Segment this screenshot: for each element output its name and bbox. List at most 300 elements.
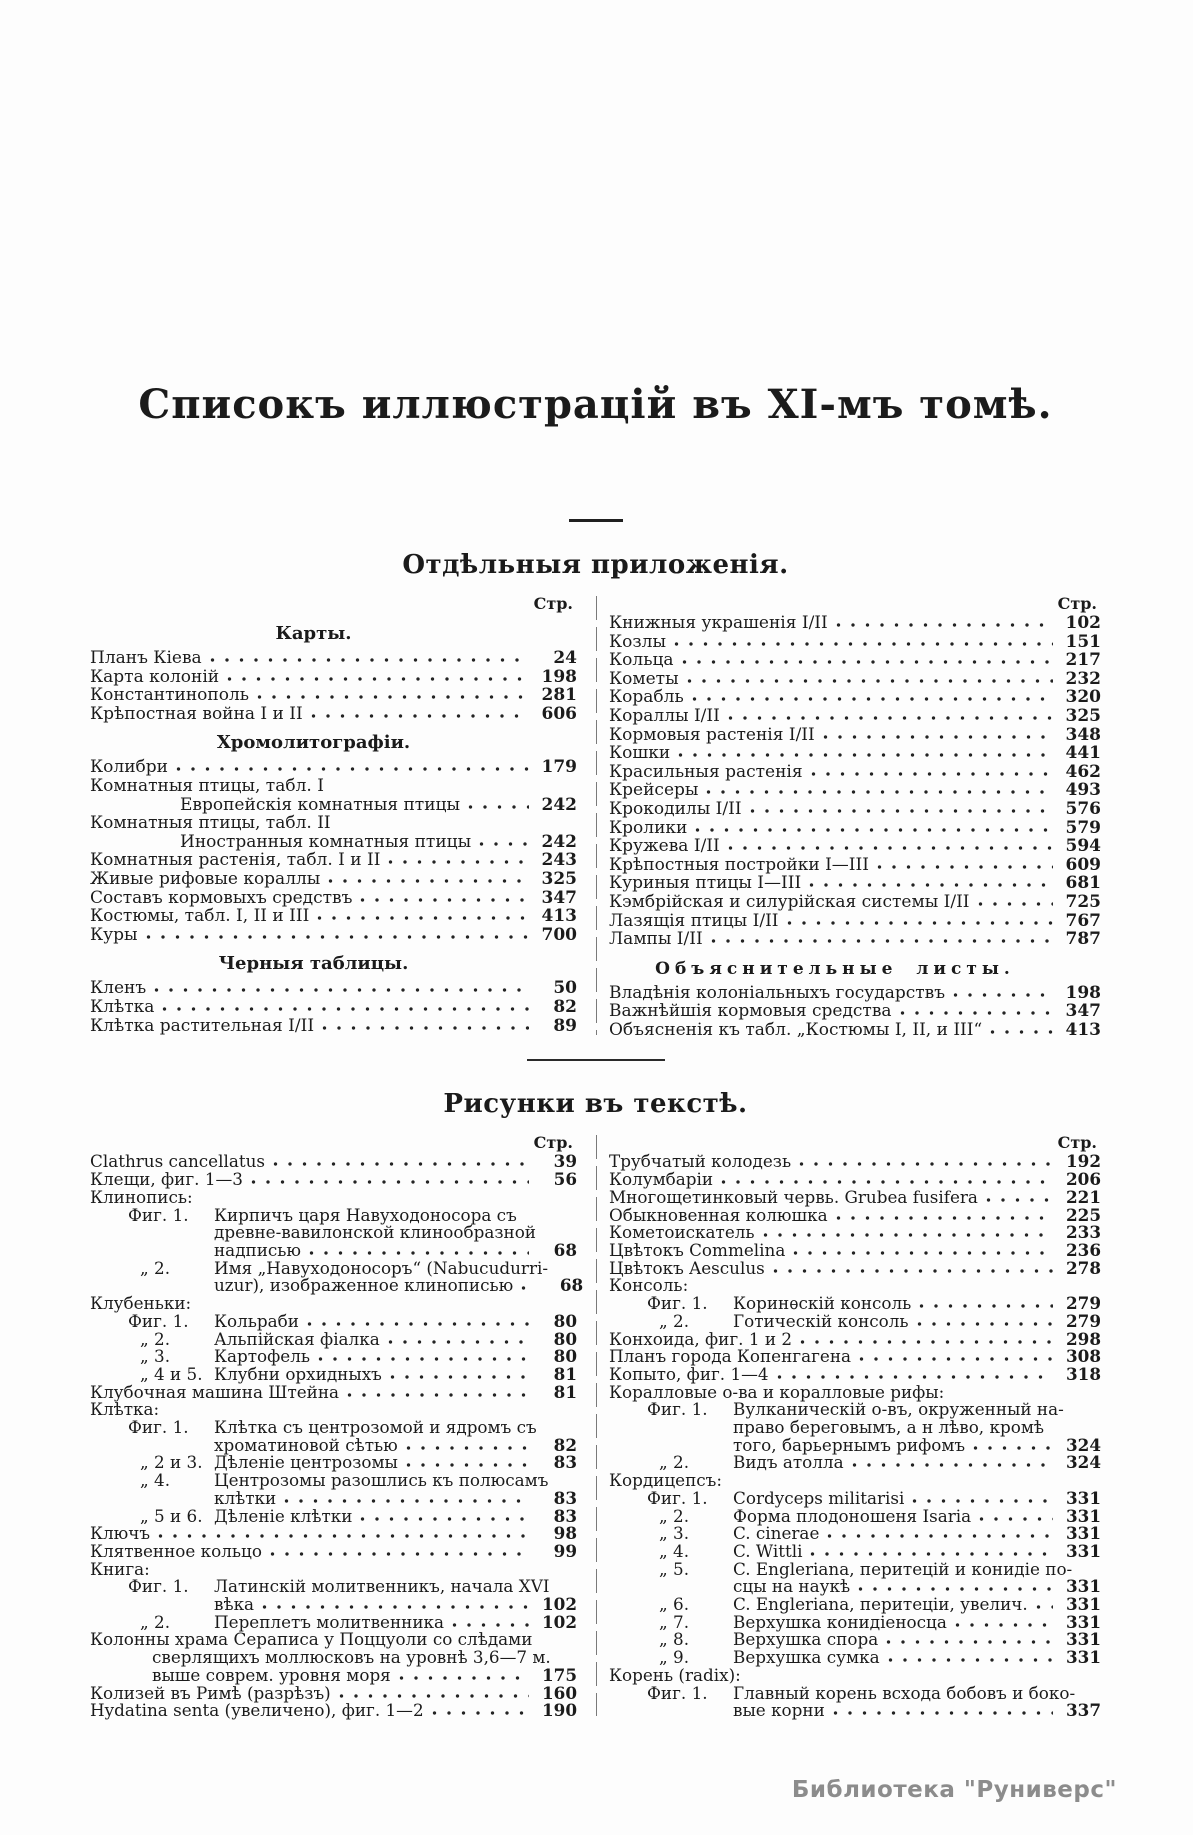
entry-title: Латинскій молитвенникъ, начала XVI [214,1576,550,1597]
page-number: 579 [1065,817,1101,838]
index-row [609,1021,1101,1040]
page-number: 98 [553,1523,577,1544]
dot-leader [406,1439,529,1451]
page-number: 413 [541,906,577,927]
dot-leader [270,1545,529,1557]
page-number: 325 [541,868,577,889]
index-row [90,907,577,926]
dot-leader [986,1191,1053,1203]
entry-title: Обыкновенная колюшка [609,1204,828,1225]
figure-label: „ 2. [659,1452,690,1473]
figure-label: „ 2. [140,1328,171,1349]
entry-title: Дѣленіе клѣтки [214,1505,353,1526]
page-column-header: Стр. [1057,1133,1097,1153]
entry-title: Важнѣйшія кормовыя средства [609,1001,892,1022]
page-number: 242 [541,831,577,852]
dot-leader [406,1456,529,1468]
entry-title: Клубеньки: [90,1293,192,1314]
dot-leader [695,821,1053,833]
entry-title: Клѣтка съ центрозомой и ядромъ съ [214,1417,537,1438]
figure-label: Фиг. 1. [128,1576,189,1597]
page-number: 320 [1065,687,1101,708]
dot-leader [1036,1598,1053,1610]
entry-title: Крейсеры [609,780,699,801]
entry-title: Коринѳскій консоль [733,1293,912,1314]
page-number: 179 [541,757,577,778]
page-number: 318 [1065,1363,1101,1384]
entry-title: Колибри [90,757,168,778]
page-number: 331 [1065,1523,1101,1544]
dot-leader [979,1510,1053,1522]
figure-label: „ 2 и 3. [140,1452,203,1473]
entry-title: древне-вавилонской клинообразной [214,1222,536,1243]
page-number: 279 [1065,1310,1101,1331]
dot-leader [858,1580,1053,1592]
entry-title: Колонны храма Сераписа у Поццуоли со слѣдами [90,1629,533,1650]
index-row [90,1381,577,1402]
subsection-heading: Объяснительные листы. [655,958,1015,979]
entry-title: Клѣтка [90,996,155,1017]
figure-label: Фиг. 1. [647,1487,708,1508]
page-number: 83 [553,1452,577,1473]
index-row [609,1363,1101,1384]
dot-leader [176,760,529,772]
entry-title: Верхушка спора [733,1629,879,1650]
dot-leader [978,895,1053,907]
index-row [609,1002,1101,1021]
index-row [609,984,1101,1003]
entry-title: uzur), изображенное клинописью [214,1275,514,1296]
page-number: 347 [541,887,577,908]
dot-leader [309,1244,529,1256]
dot-leader [809,876,1053,888]
index-row [90,668,577,687]
dot-leader [800,1333,1053,1345]
dot-leader [307,1315,529,1327]
page-number: 493 [1065,780,1101,801]
dot-leader [900,1004,1053,1016]
entry-title: C. Engleriana, перитеціи, увелич. [733,1594,1028,1615]
dot-leader [390,1368,529,1380]
dot-leader [262,1598,529,1610]
section-heading: Рисунки въ текстѣ. [443,1089,748,1120]
index-row [609,633,1101,652]
dot-leader [721,1173,1053,1185]
dot-leader [468,798,529,810]
page-number: 217 [1065,650,1101,671]
library-watermark: Библиотека "Руниверс" [791,1777,1117,1803]
dot-leader [227,670,529,682]
dot-leader [763,1226,1053,1238]
dot-leader [388,1333,529,1345]
entry-title: Кормовыя растенія I/II [609,724,815,745]
figure-label: „ 2. [140,1611,171,1632]
page-number: 331 [1065,1487,1101,1508]
index-row [609,688,1101,707]
entry-title: Карта колоній [90,666,220,687]
entry-title: Иностранныя комнатныя птицы [180,831,472,852]
dot-leader [955,1616,1053,1628]
entry-title: Книга: [90,1558,150,1579]
dot-leader [859,1350,1053,1362]
index-row [609,614,1101,633]
index-row [609,707,1101,726]
index-row [90,1186,577,1207]
page-number: 102 [541,1611,577,1632]
entry-title: Кордицепсъ: [609,1470,722,1491]
dot-leader [773,1262,1053,1274]
dot-leader [833,1704,1053,1716]
figure-label: „ 2. [659,1505,690,1526]
dot-leader [836,1209,1053,1221]
entry-title: Лампы I/II [609,929,703,950]
page-number: 278 [1065,1257,1101,1278]
page-number: 232 [1065,668,1101,689]
index-row [609,1682,1101,1703]
page-column-header: Стр. [533,1133,573,1153]
index-row [609,1664,1101,1685]
dot-leader [521,1279,535,1291]
entry-title: Верхушка конидіеносца [733,1611,947,1632]
page-number: 82 [553,1434,577,1455]
dot-leader [162,1000,529,1012]
page-number: 331 [1065,1540,1101,1561]
entry-title: Колумбаріи [609,1169,714,1190]
entry-title: Кометоискатель [609,1222,755,1243]
entry-title: Живые рифовые кораллы [90,868,321,889]
index-row [90,1487,577,1508]
entry-title: Переплетъ молитвенника [214,1611,445,1632]
dot-leader [953,986,1053,998]
page-number: 151 [1065,631,1101,652]
page-number: 324 [1065,1452,1101,1473]
index-row [609,1186,1101,1207]
page-number: 325 [1065,705,1101,726]
index-row [90,758,577,777]
entry-title: C. Wittli [733,1540,803,1561]
index-row [90,979,577,998]
entry-title: Кораллы I/II [609,705,720,726]
figure-label: Фиг. 1. [128,1417,189,1438]
page-number: 348 [1065,724,1101,745]
dot-leader [273,1155,529,1167]
page-number: 81 [553,1381,577,1402]
page-number: 83 [553,1487,577,1508]
figure-label: „ 4. [140,1470,171,1491]
page-number: 767 [1065,910,1101,931]
index-row [90,851,577,870]
index-row [609,930,1101,949]
page-number: 279 [1065,1293,1101,1314]
page-number: 102 [1065,613,1101,633]
dot-leader [793,1244,1053,1256]
page-number: 281 [541,685,577,706]
index-row [90,1540,577,1561]
two-column-index [90,1133,1101,1720]
dot-leader [973,1439,1053,1451]
entry-title: Кружева I/II [609,836,720,857]
page-column-header: Стр. [1057,594,1097,613]
figure-label: „ 8. [659,1629,690,1650]
page-number: 82 [553,996,577,1017]
index-row [609,781,1101,800]
dot-leader [452,1616,529,1628]
entry-title: Кольца [609,650,674,671]
entry-title: надписью [214,1239,302,1260]
entry-title: Клѣтка: [90,1399,160,1420]
entry-title: Кирпичъ царя Навуходоносора съ [214,1204,517,1225]
figure-label: „ 7. [659,1611,690,1632]
entry-title: Куриныя птицы I—III [609,873,802,894]
dot-leader [311,707,529,719]
entry-title: Главный корень всхода бобовъ и боко- [733,1682,1076,1703]
dot-leader [687,672,1053,684]
page-number: 175 [541,1664,577,1685]
page-number: 331 [1065,1647,1101,1668]
dot-leader [158,1527,529,1539]
index-row [90,705,577,724]
entry-title: вые корни [733,1700,825,1721]
entry-title: Корабль [609,687,684,708]
entry-title: Книжныя украшенія I/II [609,613,828,633]
entry-title: Клинопись: [90,1186,193,1207]
section-heading: Отдѣльныя приложенія. [402,550,789,580]
index-row [609,726,1101,745]
figure-label: Фиг. 1. [647,1293,708,1314]
dot-leader [432,1704,529,1716]
entry-title: сцы на наукѣ [733,1576,851,1597]
page-number: 243 [541,850,577,871]
entry-title: Кролики [609,817,688,838]
column-divider-rule [596,596,598,1035]
figure-label: „ 4 и 5. [140,1363,203,1384]
entry-title: Картофель [214,1346,310,1367]
illustration-index [90,550,1101,1720]
page-number: 81 [553,1363,577,1384]
page-number: 787 [1065,929,1101,950]
dot-leader [154,981,529,993]
page-number: 331 [1065,1594,1101,1615]
entry-title: Готическій консоль [733,1310,909,1331]
dot-leader [836,616,1053,628]
dot-leader [678,746,1053,758]
entry-title: Цвѣтокъ Commelina [609,1239,786,1260]
page-number: 331 [1065,1505,1101,1526]
page-column-header: Стр. [533,594,573,613]
page-number: 99 [553,1540,577,1561]
index-row [609,1310,1101,1331]
index-row [609,1487,1101,1508]
figure-label: „ 2. [659,1310,690,1331]
figure-label: „ 6. [659,1594,690,1615]
dot-leader [682,653,1053,665]
dot-leader [728,709,1053,721]
dot-leader [912,1492,1053,1504]
index-row [90,1664,577,1685]
dot-leader [917,1315,1053,1327]
dot-leader [877,858,1053,870]
dot-leader [888,1651,1053,1663]
page-number: 331 [1065,1629,1101,1650]
dot-leader [347,1386,529,1398]
page-number: 606 [541,703,577,724]
index-row [609,837,1101,856]
entry-title: Hydatina senta (увеличено), фиг. 1—2 [90,1700,424,1721]
page-number: 700 [541,924,577,945]
page-number: 681 [1065,873,1101,894]
page-number: 298 [1065,1328,1101,1349]
right-column [609,594,1101,1039]
page-number: 609 [1065,854,1101,875]
entry-title: Владѣнія колоніальныхъ государствъ [609,982,946,1003]
index-row [609,1540,1101,1561]
entry-title: Кошки [609,743,671,764]
entry-title: Цвѣтокъ Aesculus [609,1257,765,1278]
title-divider-rule [569,519,623,522]
dot-leader [479,835,529,847]
entry-title: право береговымъ, а н лѣво, кромѣ [733,1417,1044,1438]
dot-leader [399,1669,529,1681]
entry-title: выше соврем. уровня моря [152,1664,391,1685]
entry-title: Многощетинковый червь. Grubea fusifera [609,1186,978,1207]
entry-title: C. cinerae [733,1523,820,1544]
page-number: 242 [541,794,577,815]
dot-leader [339,1687,529,1699]
index-row [609,670,1101,689]
figure-label: „ 2. [140,1257,171,1278]
dot-leader [322,1019,529,1031]
entry-title: вѣка [214,1594,255,1615]
page-number: 331 [1065,1611,1101,1632]
dot-leader [799,1155,1053,1167]
page-title: Списокъ иллюстрацій въ XI-мъ томѣ. [138,381,1053,428]
figure-label: Фиг. 1. [647,1399,708,1420]
section-divider-rule [527,1059,665,1061]
dot-leader [823,728,1053,740]
page-number: 594 [1065,836,1101,857]
index-row [90,686,577,705]
entry-title: Европейскія комнатныя птицы [180,794,461,815]
left-column [90,594,577,1039]
dot-leader [388,853,529,865]
entry-title: Ключъ [90,1523,151,1544]
page-number: 50 [553,978,577,999]
index-row [90,926,577,945]
subsection-heading: Черныя таблицы. [218,953,409,975]
index-row [90,649,577,668]
dot-leader [257,688,529,700]
dot-leader [317,909,529,921]
page-number: 413 [1065,1019,1101,1040]
dot-leader [728,839,1053,851]
entry-title: Клубочная машина Штейна [90,1381,340,1402]
entry-title: Вулканическій о-въ, окруженный на- [733,1399,1064,1420]
page-number: 80 [553,1346,577,1367]
entry-title: Крѣпостная война I и II [90,703,303,724]
dot-leader [810,1545,1053,1557]
page-number: 441 [1065,743,1101,764]
page-number: 221 [1065,1186,1101,1207]
entry-title: Комнатныя растенія, табл. I и II [90,850,381,871]
index-row [609,651,1101,670]
index-row [609,744,1101,763]
figure-label: „ 3. [140,1346,171,1367]
page-number: 324 [1065,1434,1101,1455]
entry-title: Крѣпостныя постройки I—III [609,854,869,875]
index-row [90,1505,577,1526]
page-number: 308 [1065,1346,1101,1367]
figure-label: „ 3. [659,1523,690,1544]
subsection-heading: Карты. [275,623,352,644]
index-row [90,1702,577,1720]
page-number: 225 [1065,1204,1101,1225]
entry-title: Центрозомы разошлись къ полюсамъ [214,1470,549,1491]
index-row [90,889,577,908]
index-row [609,1558,1101,1579]
entry-title: Клятвенное кольцо [90,1540,262,1561]
right-column [609,1133,1101,1720]
page-number: 725 [1065,891,1101,912]
index-row [609,856,1101,875]
entry-title: Кометы [609,668,679,689]
dot-leader [692,690,1053,702]
column-divider-rule [596,1135,598,1716]
entry-title: Комнатныя птицы, табл. II [90,813,331,834]
index-row [90,777,577,796]
dot-leader [827,1527,1053,1539]
two-column-index [90,594,1101,1039]
dot-leader [787,914,1054,926]
entry-title: Клещи, фиг. 1—3 [90,1169,243,1190]
dot-leader [711,932,1053,944]
index-row [90,1363,577,1384]
index-row [609,893,1101,912]
index-row [609,912,1101,931]
index-row [90,833,577,852]
index-row [90,870,577,889]
page-number: 347 [1065,1001,1101,1022]
entry-title: Объясненія къ табл. „Костюмы I, II, и III“ [609,1019,983,1040]
page-number: 192 [1065,1151,1101,1172]
entry-title: Кленъ [90,978,147,999]
dot-leader [674,635,1053,647]
entry-title: Крокодилы I/II [609,798,742,819]
entry-title: Красильныя растенія [609,761,803,782]
entry-title: Альпійская фіалка [214,1328,380,1349]
dot-leader [251,1173,529,1185]
entry-title: Комнатныя птицы, табл. I [90,775,324,796]
entry-title: клѣтки [214,1487,277,1508]
entry-title: Козлы [609,631,666,652]
dot-leader [990,1023,1053,1035]
page-number: 56 [553,1169,577,1190]
page-number: 68 [553,1239,577,1260]
entry-title: Конхоида, фиг. 1 и 2 [609,1328,793,1349]
page-number: 198 [541,666,577,687]
left-column [90,1133,584,1721]
entry-title: Корень (radix): [609,1664,741,1685]
figure-label: „ 5 и 6. [140,1505,203,1526]
entry-title: сверлящихъ моллюсковъ на уровнѣ 3,6—7 м. [152,1647,551,1668]
index-row [609,800,1101,819]
entry-title: Имя „Навуходоносоръ“ (Nabucudurri- [214,1257,549,1278]
index-row [609,1702,1101,1720]
page-number: 68 [559,1275,584,1296]
dot-leader [284,1492,529,1504]
index-row [90,1017,577,1036]
entry-title: C. Engleriana, перитецій и конидіе по- [733,1558,1073,1579]
index-row [90,796,577,815]
